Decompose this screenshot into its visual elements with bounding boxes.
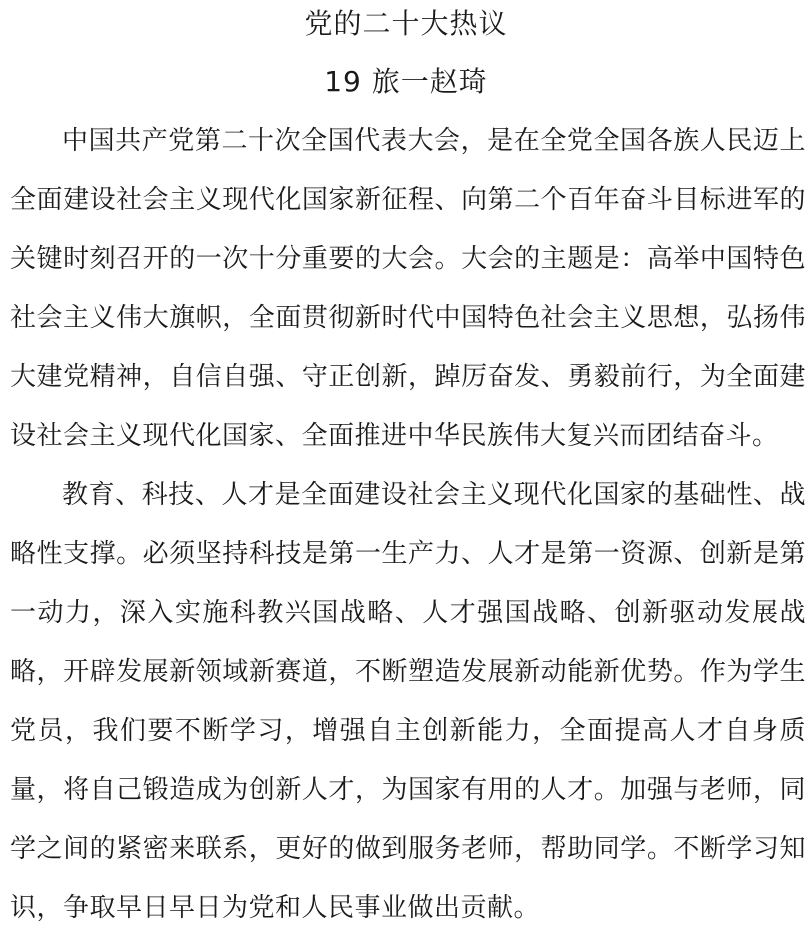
document-title: 党的二十大热议 — [304, 7, 508, 40]
paragraph-2: 教育、科技、人才是全面建设社会主义现代化国家的基础性、战略性支撑。必须坚持科技是第一生产力、人才是第一资源、创新是第一动力，深入实施科教兴国战略、人才强国战略、创新驱动发展战略，开辟发展新领域新赛道，不断塑造发展新动能新优势。作为学生党员，我们要不断学习，增强自主创新能力，全面提高人才自身质量，将自己锻造成为创新人才，为国家有用的人才。加强与老师，同学之间的紧密来联系，更好的做到服务老师，帮助同学。不断学习知识，争取早日早日为党和人民事业做出贡献。 — [10, 480, 806, 923]
paragraph-1: 中国共产党第二十次全国代表大会，是在全党全国各族人民迈上全面建设社会主义现代化国家新征程、向第二个百年奋斗目标进军的关键时刻召开的一次十分重要的大会。大会的主题是：高举中国特色社会主义伟大旗帜，全面贯彻新时代中国特色社会主义思想，弘扬伟大建党精神，自信自强、守正创新，踔厉奋发、勇毅前行，为全面建设社会主义现代化国家、全面推进中华民族伟大复兴而团结奋斗。 — [10, 126, 806, 451]
author-byline: 19 旅一赵琦 — [324, 65, 488, 98]
